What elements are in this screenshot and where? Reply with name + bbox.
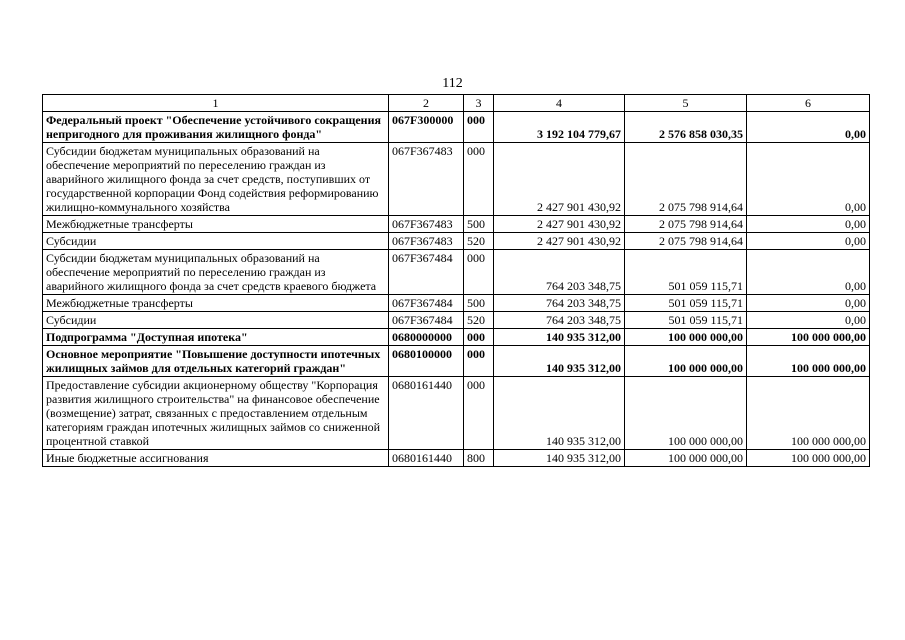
amount-col5: 2 576 858 030,35 [625, 112, 747, 143]
amount-col4: 2 427 901 430,92 [494, 233, 625, 250]
amount-col5: 100 000 000,00 [625, 450, 747, 467]
amount-col4: 140 935 312,00 [494, 450, 625, 467]
table-row [43, 377, 870, 450]
target-code: 0680161440 [389, 377, 464, 450]
amount-col5: 2 075 798 914,64 [625, 216, 747, 233]
amount-col4: 3 192 104 779,67 [494, 112, 625, 143]
expense-type: 000 [464, 329, 494, 346]
amount-col4: 140 935 312,00 [494, 329, 625, 346]
budget-table [42, 94, 870, 467]
item-name: Федеральный проект "Обеспечение устойчивого сокращения непригодного для проживания жилищного фонда" [43, 112, 389, 143]
target-code: 067F367484 [389, 250, 464, 295]
table-row [43, 450, 870, 467]
amount-col4: 764 203 348,75 [494, 312, 625, 329]
column-header: 2 [389, 95, 464, 112]
amount-col6: 100 000 000,00 [747, 329, 870, 346]
column-header: 6 [747, 95, 870, 112]
page-number: 112 [442, 76, 463, 91]
target-code: 067F367484 [389, 312, 464, 329]
expense-type: 500 [464, 295, 494, 312]
table-row [43, 295, 870, 312]
column-header: 3 [464, 95, 494, 112]
target-code: 067F367483 [389, 216, 464, 233]
item-name: Субсидии [43, 312, 389, 329]
target-code: 0680100000 [389, 346, 464, 377]
table-row [43, 250, 870, 295]
amount-col6: 0,00 [747, 216, 870, 233]
expense-type: 500 [464, 216, 494, 233]
item-name: Иные бюджетные ассигнования [43, 450, 389, 467]
table-row [43, 112, 870, 143]
amount-col6: 100 000 000,00 [747, 450, 870, 467]
item-name: Субсидии бюджетам муниципальных образований на обеспечение мероприятий по переселению граждан из аварийного жилищного фонда за счет средств краевого бюджета [43, 250, 389, 295]
target-code: 067F367483 [389, 233, 464, 250]
amount-col5: 501 059 115,71 [625, 295, 747, 312]
amount-col6: 0,00 [747, 112, 870, 143]
amount-col5: 501 059 115,71 [625, 312, 747, 329]
column-header: 4 [494, 95, 625, 112]
item-name: Подпрограмма "Доступная ипотека" [43, 329, 389, 346]
amount-col4: 2 427 901 430,92 [494, 216, 625, 233]
amount-col5: 2 075 798 914,64 [625, 233, 747, 250]
table-row [43, 233, 870, 250]
expense-type: 000 [464, 250, 494, 295]
amount-col6: 100 000 000,00 [747, 346, 870, 377]
expense-type: 520 [464, 233, 494, 250]
item-name: Субсидии [43, 233, 389, 250]
amount-col6: 0,00 [747, 233, 870, 250]
amount-col4: 2 427 901 430,92 [494, 143, 625, 216]
target-code: 0680000000 [389, 329, 464, 346]
item-name: Предоставление субсидии акционерному обществу "Корпорация развития жилищного строительства" на финансовое обеспечение (возмещение) затрат, связанных с предоставлением отдельным категориям граждан ипотечных жилищных займов со сниженной процентной ставкой [43, 377, 389, 450]
amount-col5: 100 000 000,00 [625, 346, 747, 377]
expense-type: 000 [464, 377, 494, 450]
table-row [43, 346, 870, 377]
column-header: 1 [43, 95, 389, 112]
amount-col5: 100 000 000,00 [625, 377, 747, 450]
table-row [43, 312, 870, 329]
table-row [43, 143, 870, 216]
amount-col6: 100 000 000,00 [747, 377, 870, 450]
item-name: Субсидии бюджетам муниципальных образований на обеспечение мероприятий по переселению граждан из аварийного жилищного фонда за счет средств, поступивших от государственной корпорации Фонд содействия реформированию жилищно-коммунального хозяйства [43, 143, 389, 216]
amount-col6: 0,00 [747, 143, 870, 216]
amount-col5: 2 075 798 914,64 [625, 143, 747, 216]
amount-col5: 501 059 115,71 [625, 250, 747, 295]
amount-col4: 140 935 312,00 [494, 377, 625, 450]
amount-col6: 0,00 [747, 250, 870, 295]
amount-col4: 140 935 312,00 [494, 346, 625, 377]
amount-col4: 764 203 348,75 [494, 295, 625, 312]
item-name: Межбюджетные трансферты [43, 216, 389, 233]
expense-type: 800 [464, 450, 494, 467]
item-name: Основное мероприятие "Повышение доступности ипотечных жилищных займов для отдельных категорий граждан" [43, 346, 389, 377]
amount-col4: 764 203 348,75 [494, 250, 625, 295]
target-code: 067F367483 [389, 143, 464, 216]
item-name: Межбюджетные трансферты [43, 295, 389, 312]
header-row [43, 95, 870, 112]
amount-col6: 0,00 [747, 295, 870, 312]
table-row [43, 329, 870, 346]
expense-type: 520 [464, 312, 494, 329]
amount-col6: 0,00 [747, 312, 870, 329]
amount-col5: 100 000 000,00 [625, 329, 747, 346]
target-code: 0680161440 [389, 450, 464, 467]
target-code: 067F300000 [389, 112, 464, 143]
expense-type: 000 [464, 112, 494, 143]
target-code: 067F367484 [389, 295, 464, 312]
table-row [43, 216, 870, 233]
column-header: 5 [625, 95, 747, 112]
expense-type: 000 [464, 143, 494, 216]
expense-type: 000 [464, 346, 494, 377]
